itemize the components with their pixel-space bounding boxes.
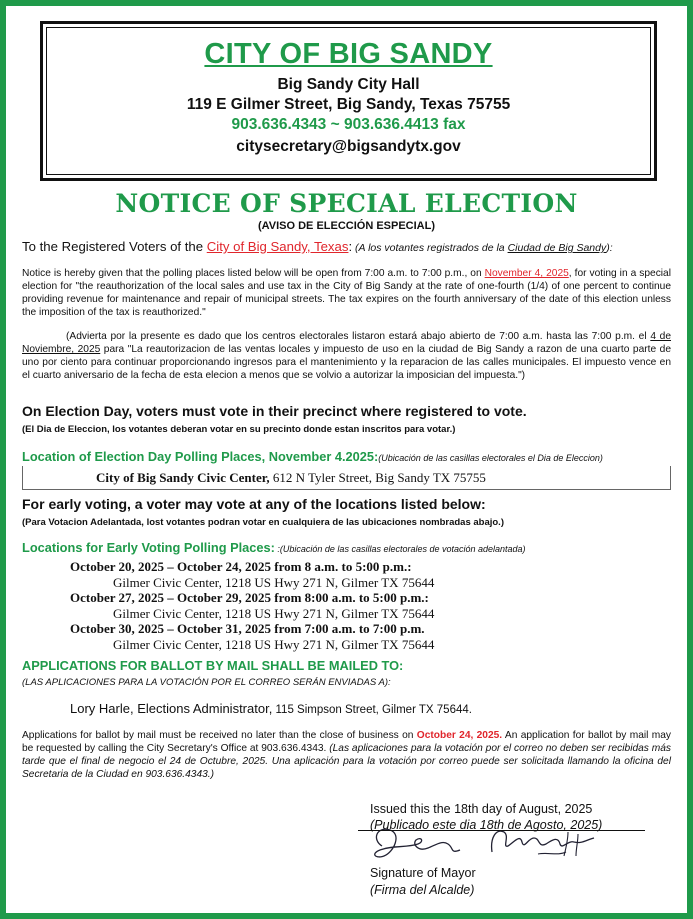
mayor-signature [362,818,622,868]
election-day-location-box: City of Big Sandy Civic Center, 612 N Tyler Street, Big Sandy TX 75755 [22,466,671,490]
city-hall-line: Big Sandy City Hall [277,76,420,93]
election-day-heading: On Election Day, voters must vote in their precinct where registered to vote. [22,403,527,419]
early-period-1-place: Gilmer Civic Center, 1218 US Hwy 271 N, Gilmer TX 75644 [113,574,435,590]
signature-line [358,830,645,831]
header-box [40,21,657,181]
spanish-notice-paragraph: (Advierta por la presente es dado que los centros electorales listaron estará abajo abierto de 7:00 a.m. hasta las 7:00 p.m. el 4 de Noviembre, 2025 para "La reautorizacion de las ventas locales y impuesto de uso en la ciudad de Big Sandy a razon de una cuarto parte de uno por ciento para continuar proporcionando ingresos para el mantenimiento y la reparacion de las calles municipales. El impuesto vence en el cuarto aniversario de la fecha de esta elecion a menos que se volvio a autorizar la imposician del impuesta.") [22,331,672,381]
early-period-3-place: Gilmer Civic Center, 1218 US Hwy 271 N, Gilmer TX 75644 [113,636,435,652]
notice-title: NOTICE OF SPECIAL ELECTION [115,189,578,218]
signature-label-spanish: (Firma del Alcalde) [370,883,475,897]
early-period-2-dates: October 27, 2025 – October 29, 2025 from 8:00 a.m. to 5:00 p.m.: [70,590,429,606]
mail-heading-spanish: (LAS APLICACIONES PARA LA VOTACIÓN POR EL CORREO SERÁN ENVIADAS A): [22,677,391,688]
early-voting-schedule [70,559,434,653]
early-voting-spanish: (Para Votacion Adelantada, lost votantes podran votar en cualquiera de las ubicaciones nombradas abajo.) [22,517,504,528]
election-day-location-heading: Location of Election Day Polling Places, November 4.2025:(Ubicación de las casillas electorales el Dia de Eleccion) [22,449,603,464]
address-line: 119 E Gilmer Street, Big Sandy, Texas 75755 [186,96,511,113]
early-voting-heading: For early voting, a voter may vote at any of the locations listed below: [22,496,486,512]
early-period-2-place: Gilmer Civic Center, 1218 US Hwy 271 N, Gilmer TX 75644 [113,605,435,621]
english-notice-paragraph: Notice is hereby given that the polling places listed below will be open from 7:00 a.m. to 7:00 p.m., on November 4, 2025, for voting in a special election for "the reauthorization of the local sales and use tax in the City of Big Sandy at the rate of one-fourth (1/4) of one percent to continue providing revenue for maintenance and repair of municipal streets. The tax expires on the fourth anniversary of the date of this election unless the imposition of the tax is reauthorized." [22,268,671,318]
issued-line-spanish: (Publicado este dia 18th de Agosto, 2025) [370,818,603,832]
signature-label: Signature of Mayor [370,866,476,880]
phone-line: 903.636.4343 ~ 903.636.4413 fax [231,116,466,133]
early-period-1-dates: October 20, 2025 – October 24, 2025 from 8 a.m. to 5:00 p.m.: [70,559,412,574]
email-line: citysecretary@bigsandytx.gov [236,138,461,155]
mail-heading: APPLICATIONS FOR BALLOT BY MAIL SHALL BE MAILED TO: [22,658,404,673]
early-voting-location-heading: Locations for Early Voting Polling Places: :(Ubicación de las casillas electorales de votación adelantada) [22,540,526,555]
issued-line: Issued this the 18th day of August, 2025 [370,802,593,816]
notice-subtitle: (AVISO DE ELECCIÓN ESPECIAL) [257,220,436,232]
early-period-3-dates: October 30, 2025 – October 31, 2025 from 7:00 a.m. to 7:00 p.m. [70,621,425,637]
greeting-line: To the Registered Voters of the City of Big Sandy, Texas: (A los votantes registrados de la Ciudad de Big Sandy): [22,239,613,254]
greeting-city: City of Big Sandy, Texas [206,239,349,254]
city-title: CITY OF BIG SANDY [204,38,493,70]
election-day-spanish: (El Dia de Eleccion, los votantes deberan votar en su precinto donde estan inscritos para votar.) [22,424,456,435]
mail-paragraph: Applications for ballot by mail must be received no later than the close of business on October 24, 2025. An application for ballot by mail may be requested by calling the City Secretary's Office at 903.636.4343. (Las aplicaciones para la votación por el correo no deben ser recibidas más tarde que el final de negocio el 24 de Octubre, 2025. Una aplicación para la votación por correo puede ser solicitada llamando la oficina del Secretaria de la Ciudad en 903.636.4343.) [22,730,671,780]
elections-administrator: Lory Harle, Elections Administrator, 115 Simpson Street, Gilmer TX 75644. [70,701,472,716]
